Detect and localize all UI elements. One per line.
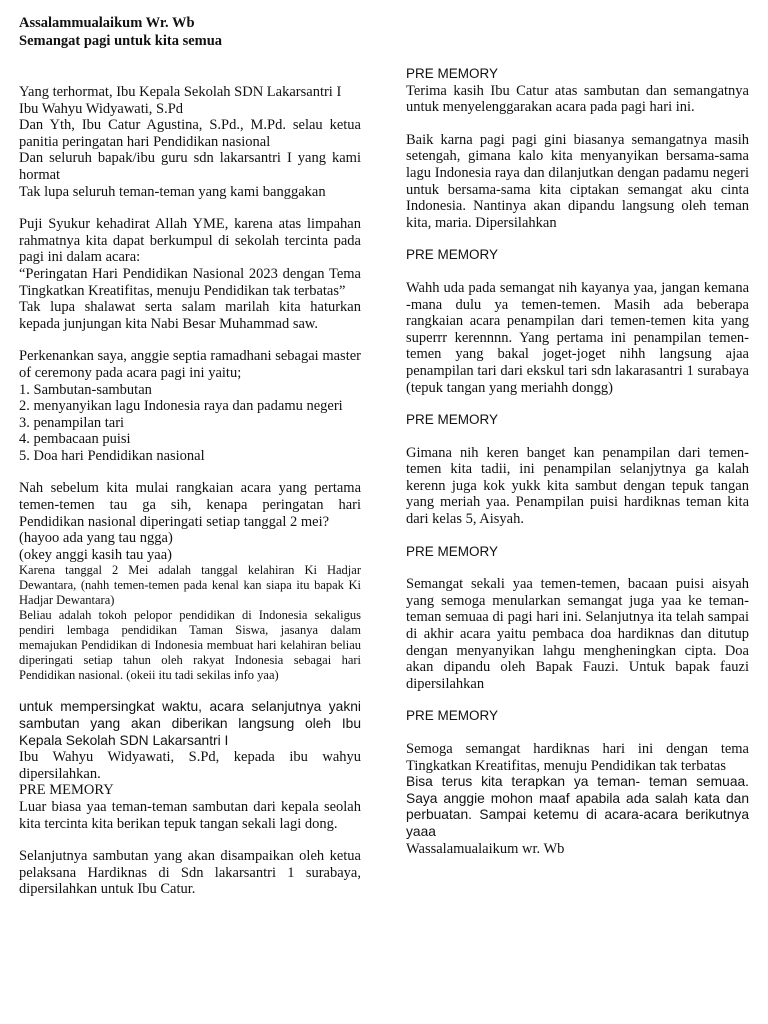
agenda-item: 4. pembacaan puisi — [19, 431, 131, 448]
paragraph: Puji Syukur kehadirat Allah YME, karena atas limpahan rahmatnya kita dapat berkumpul di sekolah tercinta pada pagi ini dalam acara: — [19, 216, 361, 266]
document-header — [19, 14, 359, 50]
paragraph: Nah sebelum kita mulai rangkaian acara yang pertama temen-temen tau ga sih, kenapa peringatan hari Pendidikan nasional diperingati setiap tanggal 2 mei? — [19, 480, 361, 530]
paragraph: Dan Yth, Ibu Catur Agustina, S.Pd., M.Pd. selau ketua panitia peringatan hari Pendidikan nasional — [19, 117, 361, 150]
pre-memory-label: PRE MEMORY — [406, 708, 499, 724]
right-column — [406, 66, 749, 857]
paragraph: Semoga semangat hardiknas hari ini dengan tema Tingkatkan Kreatifitas, menuju Pendidikan tak terbatas — [406, 741, 749, 774]
paragraph: Luar biasa yaa teman-teman sambutan dari kepala seolah kita tercinta kita berikan tepuk tangan sekali lagi dong. — [19, 799, 361, 832]
agenda-item: 1. Sambutan-sambutan — [19, 381, 152, 398]
paragraph: Terima kasih Ibu Catur atas sambutan dan semangatnya untuk menyelenggarakan acara pada pagi hari ini. — [406, 82, 749, 116]
greeting-heading: Assalammualaikum Wr. Wb — [19, 15, 195, 31]
paragraph: Selanjutnya sambutan yang akan disampaikan oleh ketua pelaksana Hardiknas di Sdn lakarsantri 1 surabaya, dipersilahkan untuk Ibu Catur. — [19, 848, 361, 898]
paragraph: Baik karna pagi pagi gini biasanya semangatnya masih setengah, gimana kalo kita menyanyikan bersama-sama lagu Indonesia raya dan dilanjutkan dengan padamu negeri untuk bersama-sama kita ciptakan semangat aku cinta Indonesia. Nantinya akan dipandu langsung oleh teman kita, maria. Dipersilahkan — [406, 131, 749, 231]
paragraph: Gimana nih keren banget kan penampilan dari temen-temen kita tadii, ini penampilan selanjytnya ga kalah kerenn juga kok yukk kita sambut dengan tepuk tangan yang meriah yaa. Penampilan puisi hardiknas teman kita dari kelas 5, Aisyah. — [406, 444, 749, 528]
pre-memory-label: PRE MEMORY — [406, 247, 499, 263]
paragraph: Ibu Wahyu Widyawati, S.Pd, kepada ibu wahyu dipersilahkan. — [19, 749, 361, 782]
paragraph: Yang terhormat, Ibu Kepala Sekolah SDN Lakarsantri I — [19, 84, 342, 100]
paragraph: Perkenankan saya, anggie septia ramadhani sebagai master of ceremony pada acara pagi ini yaitu; — [19, 348, 361, 381]
agenda-item: 5. Doa hari Pendidikan nasional — [19, 447, 205, 464]
paragraph: (hayoo ada yang tau ngga) — [19, 530, 173, 547]
closing-salutation: Wassalamualaikum wr. Wb — [406, 840, 565, 857]
paragraph: Karena tanggal 2 Mei adalah tanggal kelahiran Ki Hadjar Dewantara, (nahh temen-temen pada kenal kan siapa itu bapak Ki Hadjar Dewantara) — [19, 563, 361, 608]
subtitle-heading: Semangat pagi untuk kita semua — [19, 33, 223, 49]
pre-memory-label: PRE MEMORY — [406, 66, 499, 81]
paragraph: Beliau adalah tokoh pelopor pendidikan di Indonesia sekaligus pendiri lembaga pendidikan Taman Siswa, jasanya dalam memajukan Pendidikan di Indonesia membuat hari kelahiran beliau diperingati setiap tahun oleh rakyat Indonesia sebagai hari Pendidikan nasional. (okeii itu tadi sekilas info yaa) — [19, 608, 361, 683]
paragraph: Wahh uda pada semangat nih kayanya yaa, jangan kemana -mana dulu ya temen-temen. Masih ada beberapa rangkaian acara penampilan dari temen-temen kita yang superrr kerennnn. Yang pertama ini penampilan temen-temen yang bakal joget-joget nihh langsung ajaa penampilan tari dari ekskul tari sdn lakarasantri 1 surabaya (tepuk tangan yang meriahh dongg) — [406, 279, 749, 396]
theme-quote: “Peringatan Hari Pendidikan Nasional 2023 dengan Tema Tingkatkan Kreatifitas, menuju Pendidikan tak terbatas” — [19, 265, 361, 299]
paragraph: Ibu Wahyu Widyawati, S.Pd — [19, 100, 184, 117]
left-column — [19, 84, 361, 898]
paragraph: Bisa terus kita terapkan ya teman- teman semuaa. Saya anggie mohon maaf apabila ada salah kata dan perbuatan. Sampai ketemu di acara-acara berikutnya yaaa — [406, 774, 749, 839]
agenda-item: 3. penampilan tari — [19, 414, 125, 431]
paragraph: untuk mempersingkat waktu, acara selanjutnya yakni sambutan yang akan diberikan langsung oleh Ibu Kepala Sekolah SDN Lakarsantri I — [19, 699, 361, 748]
pre-memory-label: PRE MEMORY — [406, 412, 499, 428]
paragraph: Tak lupa shalawat serta salam marilah kita haturkan kepada junjungan kita Nabi Besar Muhammad saw. — [19, 299, 361, 332]
pre-memory-label: PRE MEMORY — [406, 543, 499, 559]
pre-memory-label: PRE MEMORY — [19, 782, 114, 799]
agenda-item: 2. menyanyikan lagu Indonesia raya dan padamu negeri — [19, 398, 343, 415]
paragraph: Dan seluruh bapak/ibu guru sdn lakarsantri I yang kami hormat — [19, 150, 361, 183]
paragraph: Semangat sekali yaa temen-temen, bacaan puisi aisyah yang semoga menularkan semangat juga yaa ke teman-teman semuaa di pagi hari ini. Selanjutnya ita telah sampai di akhir acara yaitu pembaca doa hardiknas dan ditutup dengan menyanyikan lahgu mengheningkan cipta. Doa akan dipandu oleh Bapak Fauzi. Untuk bapak fauzi dipersilahkan — [406, 576, 749, 692]
paragraph: Tak lupa seluruh teman-teman yang kami banggakan — [19, 183, 326, 200]
paragraph: (okey anggi kasih tau yaa) — [19, 546, 173, 563]
